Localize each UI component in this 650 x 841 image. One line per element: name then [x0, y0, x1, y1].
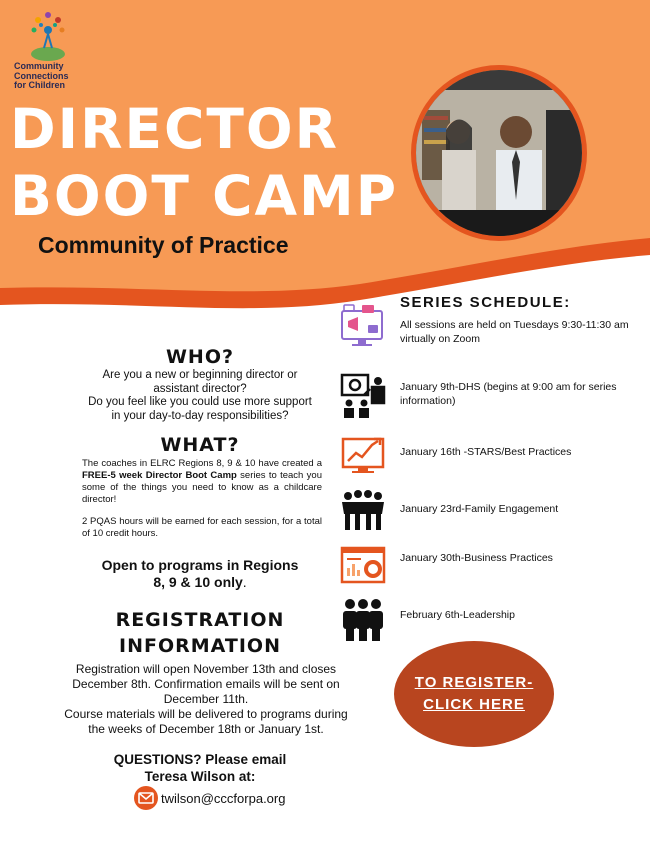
who-heading: WHO?	[165, 346, 235, 368]
register-line-1: TO REGISTER-	[414, 674, 534, 691]
questions-line-1: QUESTIONS? Please email	[113, 752, 287, 767]
questions-line-2: Teresa Wilson at:	[144, 769, 256, 784]
presentation-board-icon	[340, 544, 386, 590]
registration-line-2: December 8th. Confirmation emails will be sent on	[72, 677, 340, 691]
group-hug-icon	[340, 486, 386, 532]
team-icon	[340, 596, 386, 642]
logo-line-3: for Children	[14, 80, 65, 90]
open-suffix: .	[242, 574, 247, 590]
register-line-2: CLICK HERE	[423, 696, 525, 713]
questions	[70, 751, 330, 785]
what-p1-a: The coaches in ELRC Regions 8, 9 & 10 have created a	[82, 458, 322, 469]
register-button[interactable]	[394, 641, 554, 747]
what-heading: WHAT?	[160, 434, 240, 456]
logo-line-1: Community	[14, 61, 64, 71]
page-title	[10, 96, 398, 230]
presenter-icon	[340, 373, 386, 419]
subtitle: Community of Practice	[38, 232, 289, 258]
registration-heading-line-1: REGISTRATION	[115, 609, 285, 631]
email-row	[134, 786, 285, 810]
what-paragraph-2: 2 PQAS hours will be earned for each session, for a total of 10 credit hours.	[82, 516, 322, 539]
schedule-title: SERIES SCHEDULE:	[400, 294, 571, 311]
registration-heading	[70, 607, 330, 659]
open-line-2	[70, 574, 330, 591]
schedule-intro: All sessions are held on Tuesdays 9:30-11:30 am virtually on Zoom	[400, 319, 629, 345]
session-1: January 9th-DHS (begins at 9:00 am for series information)	[400, 381, 617, 407]
registration-heading-line-2: INFORMATION	[119, 635, 281, 657]
tree-logo-icon	[28, 10, 68, 62]
registration-line-1: Registration will open November 13th and closes	[75, 662, 337, 676]
what-text	[82, 458, 322, 550]
registration-text	[56, 662, 356, 737]
what-p1-bold: FREE-5 week Director Boot Camp	[82, 470, 237, 481]
title-line-2: BOOT CAMP	[10, 164, 399, 228]
session-3: January 23rd-Family Engagement	[400, 503, 559, 515]
who-line-4: in your day-to-day responsibilities?	[111, 409, 289, 422]
session-2: January 16th -STARS/Best Practices	[400, 446, 572, 458]
what-p1-b: series to teach you some of the things you need to know as a childcare director!	[82, 470, 322, 505]
registration-line-4: Course materials will be delivered to programs during	[64, 707, 348, 721]
who-line-2: assistant director?	[153, 382, 247, 395]
registration-line-5: the weeks of December 18th or January 1st.	[88, 722, 324, 736]
open-regions: 8, 9 & 10 only	[153, 574, 243, 590]
what-paragraph-1	[82, 458, 322, 506]
session-5: February 6th-Leadership	[400, 609, 515, 621]
logo	[14, 10, 84, 91]
growth-chart-icon	[340, 429, 386, 475]
header-photo	[416, 70, 582, 236]
who-text	[70, 369, 330, 423]
email-icon	[134, 786, 158, 810]
email-link[interactable]: twilson@cccforpa.org	[161, 790, 286, 806]
open-line-1: Open to programs in Regions	[101, 557, 299, 573]
megaphone-screen-icon	[340, 303, 386, 349]
open-to-programs	[70, 557, 330, 591]
logo-line-2: Connections	[14, 70, 69, 81]
title-line-1: DIRECTOR	[10, 97, 340, 161]
session-4: January 30th-Business Practices	[400, 552, 553, 564]
who-line-1: Are you a new or beginning director or	[102, 369, 298, 381]
registration-line-3: December 11th.	[163, 692, 249, 706]
who-line-3: Do you feel like you could use more support	[88, 396, 312, 408]
register-label	[415, 672, 533, 716]
